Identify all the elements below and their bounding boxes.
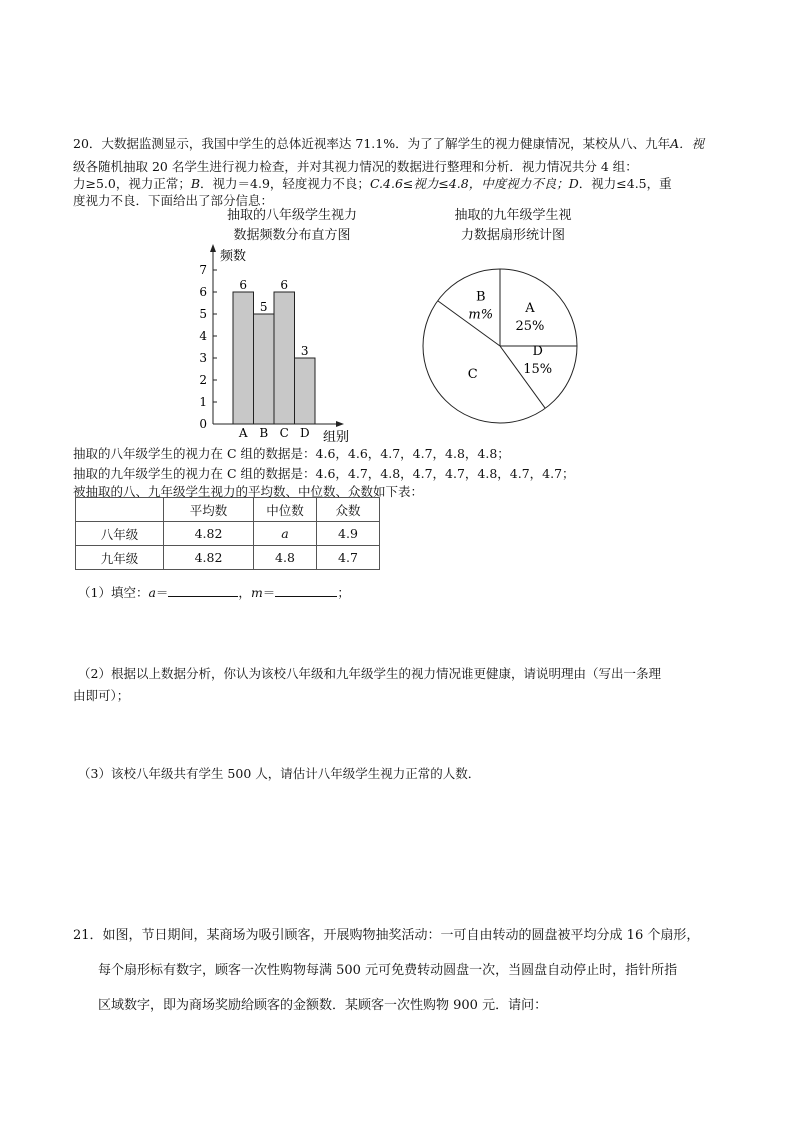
histogram-title-line-2: 数据频数分布直方图 [233, 228, 351, 243]
sub1-sep: ， [238, 585, 251, 600]
sub1-end: ； [337, 585, 350, 600]
table-row [76, 546, 380, 570]
x-axis-arrow [336, 421, 344, 427]
histogram-chart [190, 240, 360, 445]
table-cell: 4.7 [317, 546, 380, 570]
table-cell: 4.82 [164, 522, 254, 546]
stats-table [75, 497, 380, 570]
q20-intro-tail-a: A．视 [670, 136, 705, 151]
answer-blank-m[interactable] [275, 585, 337, 597]
sub-question-2-line-1: （2）根据以上数据分析，你认为该校八年级和九年级学生的视力情况谁更健康，请说明理由（写出一条理 [78, 666, 661, 681]
sub1-eq-a: ＝ [155, 585, 169, 600]
q20-intro-text-7: 度视力不良．下面给出了部分信息： [73, 193, 274, 208]
data-line-table-intro: 被抽取的八、九年级学生视力的平均数、中位数、众数如下表： [73, 484, 424, 499]
pie-slice-percent-a: 25% [515, 319, 545, 335]
x-axis-label: 组别 [323, 430, 350, 445]
pie-slice-label-b: B [475, 289, 486, 305]
q20-intro-text-4: ．视力＝4.9，轻度视力不良； [200, 176, 370, 191]
pie-slice-percent-d: 15% [523, 362, 553, 378]
table-cell: 4.9 [317, 522, 380, 546]
pie-slice-label-d: D [532, 344, 543, 360]
q20-intro-text-6: ．视力≤4.5，重 [578, 176, 672, 191]
y-tick-label: 3 [199, 351, 207, 365]
q21-line-2: 每个扇形标有数字，顾客一次性购物每满 500 元可免费转动圆盘一次，当圆盘自动停止时，指针所指 [98, 963, 678, 978]
bar-value-label: 6 [280, 278, 289, 292]
pie-slice-label-c: C [467, 367, 478, 383]
table-header-cell: 众数 [317, 498, 380, 522]
sub1-m-label: m [250, 585, 263, 600]
pie-chart [420, 267, 585, 425]
bar-value-label: 5 [259, 300, 268, 314]
table-cell: 4.82 [164, 546, 254, 570]
y-tick-label: 4 [199, 329, 207, 343]
sub1-eq-m: ＝ [262, 585, 276, 600]
sub1-prefix: （1）填空： [78, 585, 149, 600]
q20-intro-text-1: 大数据监测显示，我国中学生的总体近视率达 71.1%．为了了解学生的视力健康情况，某校从八、九年 [101, 136, 671, 151]
histogram-title-line-1: 抽取的八年级学生视力 [226, 208, 357, 223]
bar-value-label: 3 [300, 344, 309, 358]
y-tick-label: 0 [199, 417, 207, 431]
table-header-cell: 平均数 [164, 498, 254, 522]
y-tick-label: 2 [199, 373, 207, 387]
q20-intro-text-5: C.4.6≤视力≤4.8，中度视力不良； [369, 176, 569, 191]
x-tick-label: C [279, 426, 289, 440]
y-axis-arrow [210, 244, 216, 252]
sub-question-1 [78, 585, 350, 601]
q20-intro-text-3: 力≥5.0，视力正常； [73, 176, 191, 191]
table-cell: a [254, 522, 317, 546]
q20-intro-text-2: 级各随机抽取 20 名学生进行视力检查，并对其视力情况的数据进行整理和分析．视力情况共分 4 组： [73, 159, 638, 174]
q21-line-3: 区域数字，即为商场奖励给顾客的金额数．某顾客一次性购物 900 元．请问： [98, 998, 548, 1013]
sub-question-2-line-2: 由即可）； [73, 688, 130, 703]
label-d: D [568, 176, 579, 191]
data-line-grade8: 抽取的八年级学生的视力在 C 组的数据是：4.6，4.6，4.7，4.7，4.8，4.8； [73, 446, 510, 461]
pie-slice-percent-b: m% [468, 307, 494, 323]
answer-blank-a[interactable] [168, 585, 238, 597]
x-tick-label: B [259, 426, 269, 440]
histogram-bar [274, 292, 295, 424]
label-b: B [190, 176, 201, 191]
histogram-bar [233, 292, 254, 424]
x-tick-label: A [238, 426, 248, 440]
table-row [76, 522, 380, 546]
sub-question-3: （3）该校八年级共有学生 500 人，请估计八年级学生视力正常的人数． [78, 766, 481, 781]
histogram-bar [254, 314, 275, 424]
pie-title [438, 206, 588, 246]
y-tick-label: 7 [199, 263, 207, 277]
histogram-bar [295, 358, 316, 424]
q21-line-1: 21．如图，节日期间，某商场为吸引顾客，开展购物抽奖活动：一可自由转动的圆盘被平均分成 16 个扇形， [73, 928, 700, 943]
pie-slice-label-a: A [525, 301, 535, 317]
table-header-cell [76, 498, 164, 522]
q20-intro-line-1 [73, 136, 704, 152]
table-header-cell: 中位数 [254, 498, 317, 522]
y-axis-label: 频数 [220, 249, 247, 264]
x-tick-label: D [299, 426, 310, 440]
y-tick-label: 1 [199, 395, 207, 409]
pie-title-line-2: 力数据扇形统计图 [460, 228, 565, 243]
table-cell: 九年级 [76, 546, 164, 570]
q20-number: 20． [73, 136, 102, 151]
q20-intro-line-3 [73, 176, 672, 192]
bar-value-label: 6 [239, 278, 248, 292]
sub1-a-label: a [148, 585, 156, 600]
table-cell: 4.8 [254, 546, 317, 570]
q20-intro-line-2 [73, 159, 638, 175]
data-line-grade9: 抽取的九年级学生的视力在 C 组的数据是：4.6，4.7，4.8，4.7，4.7，4.8，4.7，4.7； [73, 466, 575, 481]
table-header-row [76, 498, 380, 522]
pie-title-line-1: 抽取的九年级学生视 [454, 208, 572, 223]
y-tick-label: 5 [199, 307, 207, 321]
table-cell: 八年级 [76, 522, 164, 546]
y-tick-label: 6 [199, 285, 207, 299]
